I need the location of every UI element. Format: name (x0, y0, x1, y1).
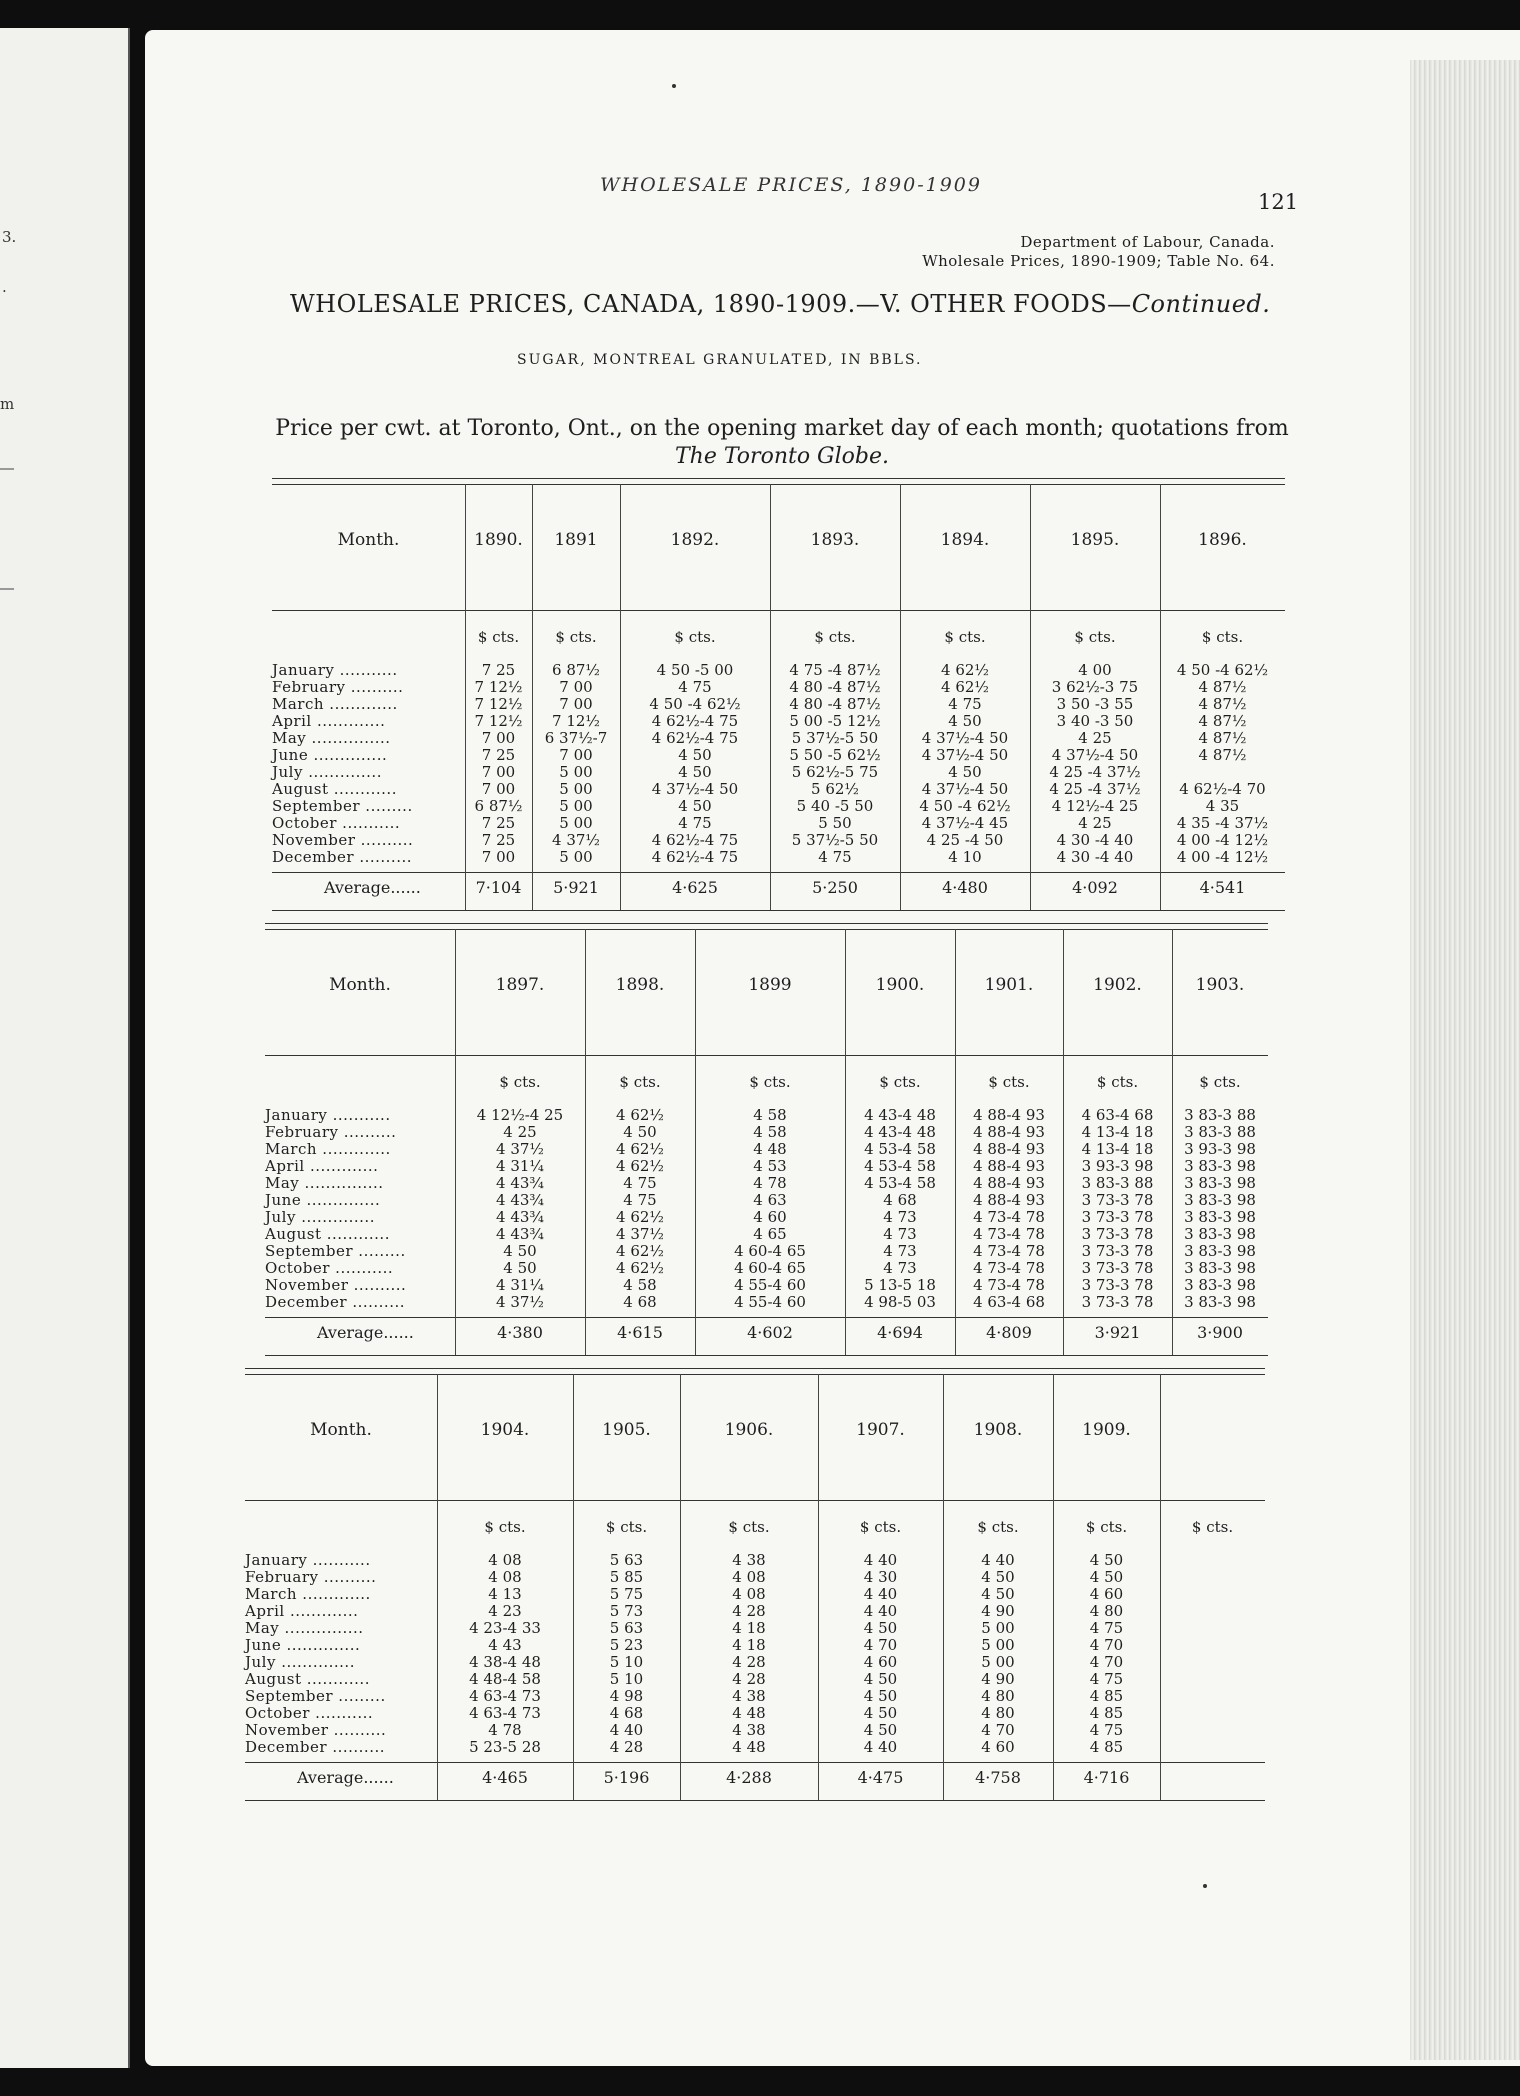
unit-label: $ cts. (1074, 628, 1116, 646)
price-column: 4 43-4 48 4 43-4 48 4 53-4 58 4 53-4 58 4 53-4 58 4 68 4 73 4 73 4 73 4 73 5 13-5 18 4 98-5 03 (864, 1106, 936, 1311)
unit-label: $ cts. (484, 1518, 526, 1536)
unit-label: $ cts. (749, 1073, 791, 1091)
average-value: 4·602 (747, 1323, 793, 1342)
unit-label: $ cts. (1201, 628, 1244, 646)
average-value: 4·809 (986, 1323, 1032, 1342)
running-head: WHOLESALE PRICES, 1890-1909 (600, 174, 982, 196)
unit-label: $ cts. (477, 628, 520, 646)
unit-label: $ cts. (555, 628, 597, 646)
average-value: 5·250 (812, 878, 858, 897)
average-value: 3·921 (1094, 1323, 1141, 1342)
price-column: 4 58 4 58 4 48 4 53 4 78 4 63 4 60 4 65 4 60-4 65 4 60-4 65 4 55-4 60 4 55-4 60 (734, 1106, 806, 1311)
price-column (1160, 1552, 1265, 1739)
unit-label: $ cts. (674, 628, 716, 646)
table-average-rule (272, 872, 1285, 873)
price-column: 4 08 4 08 4 13 4 23 4 23-4 33 4 43 4 38-4 48 4 48-4 58 4 63-4 73 4 63-4 73 4 78 5 23-5 28 (469, 1551, 541, 1756)
table-bottom-rule (245, 1800, 1265, 1801)
unit-label: $ cts. (977, 1518, 1019, 1536)
average-value: 4·092 (1072, 878, 1118, 897)
table-top-rule-double (245, 1374, 1265, 1375)
document-page (145, 30, 1520, 2066)
department-line-2: Wholesale Prices, 1890-1909; Table No. 64. (922, 252, 1275, 270)
table-header-rule (245, 1500, 1265, 1501)
year-header: 1899 (748, 975, 792, 995)
year-header: 1896. (1198, 530, 1247, 550)
month-header: Month. (329, 975, 391, 995)
average-value: 4·541 (1199, 878, 1246, 897)
unit-label: $ cts. (944, 628, 986, 646)
average-value: 4·475 (857, 1768, 904, 1787)
left-fragment: . (2, 278, 7, 296)
title-continued: Continued. (1131, 290, 1271, 318)
average-value: 4·615 (617, 1323, 663, 1342)
unit-label: $ cts. (605, 1518, 648, 1536)
price-column: 4 38 4 08 4 08 4 28 4 18 4 18 4 28 4 28 4 38 4 48 4 38 4 48 (732, 1551, 766, 1756)
table-bottom-rule (265, 1355, 1268, 1356)
year-header: 1903. (1195, 975, 1245, 995)
average-value: 4·480 (942, 878, 988, 897)
speck (1203, 1884, 1207, 1888)
subtitle: SUGAR, MONTREAL GRANULATED, IN BBLS. (517, 352, 923, 368)
page-title (290, 290, 1270, 318)
description-line-1: Price per cwt. at Toronto, Ont., on the opening market day of each month; quotations from (275, 416, 1289, 441)
unit-label: $ cts. (1199, 1073, 1241, 1091)
table-average-rule (245, 1762, 1265, 1763)
year-header: 1894. (940, 530, 990, 550)
average-value: 4·465 (482, 1768, 528, 1787)
average-value: 4·380 (497, 1323, 543, 1342)
average-value: 3·900 (1197, 1323, 1243, 1342)
price-column: 4 00 3 62½-3 75 3 50 -3 55 3 40 -3 50 4 25 4 37½-4 50 4 25 -4 37½ 4 25 -4 37½ 4 12½-4 25 4 25 4 30 -4 40 4 30 -4 40 (1049, 661, 1141, 866)
year-header: 1901. (984, 975, 1034, 995)
table-top-rule (272, 478, 1285, 479)
table-bottom-rule (272, 910, 1285, 911)
price-column: 3 83-3 88 3 83-3 88 3 93-3 98 3 83-3 98 3 83-3 98 3 83-3 98 3 83-3 98 3 83-3 98 3 83-3 98 3 83-3 98 3 83-3 98 3 83-3 98 (1184, 1106, 1256, 1311)
year-header: 1890. (474, 530, 523, 550)
page-number: 121 (1258, 190, 1299, 214)
year-header: 1909. (1082, 1420, 1131, 1440)
price-column: 4 50 4 50 4 60 4 80 4 75 4 70 4 70 4 75 4 85 4 85 4 75 4 85 (1089, 1551, 1124, 1756)
price-column: 4 12½-4 25 4 25 4 37½ 4 31¼ 4 43¾ 4 43¾ 4 43¾ 4 43¾ 4 50 4 50 4 31¼ 4 37½ (476, 1106, 564, 1311)
unit-label: $ cts. (499, 1073, 541, 1091)
year-header: 1906. (724, 1420, 774, 1440)
unit-label: $ cts. (859, 1518, 902, 1536)
year-header: 1897. (495, 975, 545, 995)
average-value: 7·104 (475, 878, 522, 897)
month-list: January ........... February .......... March ............. April ............. May ............... June .............. July .............. August ............ September ......... October ........... November .......... December .......... (272, 661, 414, 866)
title-main: WHOLESALE PRICES, CANADA, 1890-1909.—V. OTHER FOODS— (290, 290, 1132, 318)
price-column: 4 88-4 93 4 88-4 93 4 88-4 93 4 88-4 93 4 88-4 93 4 88-4 93 4 73-4 78 4 73-4 78 4 73-4 78 4 73-4 78 4 73-4 78 4 63-4 68 (973, 1106, 1045, 1311)
price-column: 4 75 -4 87½ 4 80 -4 87½ 4 80 -4 87½ 5 00 -5 12½ 5 37½-5 50 5 50 -5 62½ 5 62½-5 75 5 62½ 5 40 -5 50 5 50 5 37½-5 50 4 75 (789, 661, 881, 866)
table-average-rule (265, 1317, 1268, 1318)
unit-label: $ cts. (619, 1073, 661, 1091)
year-header: 1892. (670, 530, 720, 550)
price-column: 4 62½ 4 62½ 4 75 4 50 4 37½-4 50 4 37½-4 50 4 50 4 37½-4 50 4 50 -4 62½ 4 37½-4 45 4 25 -4 50 4 10 (919, 661, 1011, 866)
year-header: 1905. (602, 1420, 651, 1440)
year-header: 1891 (554, 530, 598, 550)
average-label: Average...... (324, 878, 421, 897)
average-value: 5·921 (553, 878, 599, 897)
table-header-rule (265, 1055, 1268, 1056)
year-header: 1908. (973, 1420, 1023, 1440)
price-column: 6 87½ 7 00 7 00 7 12½ 6 37½-7 7 00 5 00 5 00 5 00 5 00 4 37½ 5 00 (544, 661, 608, 866)
price-column: 4 40 4 30 4 40 4 40 4 50 4 70 4 60 4 50 4 50 4 50 4 50 4 40 (863, 1551, 898, 1756)
average-label: Average...... (317, 1323, 414, 1342)
left-tick (0, 468, 14, 470)
average-value: 4·625 (672, 878, 718, 897)
average-value: 4·694 (877, 1323, 923, 1342)
department-line-1: Department of Labour, Canada. (1020, 233, 1275, 251)
unit-label: $ cts. (728, 1518, 770, 1536)
unit-label: $ cts. (1085, 1518, 1128, 1536)
price-column: 4 50 -4 62½ 4 87½ 4 87½ 4 87½ 4 87½ 4 87½ 4 62½-4 70 4 35 4 35 -4 37½ 4 00 -4 12½ 4 00 -4 12½ (1176, 661, 1269, 866)
average-label: Average...... (297, 1768, 394, 1787)
left-fragment: 3. (2, 228, 17, 246)
price-column: 4 40 4 50 4 50 4 90 5 00 5 00 5 00 4 90 4 80 4 80 4 70 4 60 (981, 1551, 1015, 1756)
left-tick (0, 588, 14, 590)
left-fragment: m (0, 395, 15, 413)
department-line (922, 233, 1275, 271)
page-stack-edge (1410, 60, 1520, 2060)
price-column: 4 50 -5 00 4 75 4 50 -4 62½ 4 62½-4 75 4 62½-4 75 4 50 4 50 4 37½-4 50 4 50 4 75 4 62½-4 75 4 62½-4 75 (649, 661, 741, 866)
year-header: 1895. (1070, 530, 1120, 550)
description-line-2: The Toronto Globe. (674, 444, 890, 469)
month-header: Month. (337, 530, 400, 550)
average-value: 4·716 (1083, 1768, 1130, 1787)
unit-label: $ cts. (1191, 1518, 1234, 1536)
price-column: 7 25 7 12½ 7 12½ 7 12½ 7 00 7 25 7 00 7 00 6 87½ 7 25 7 25 7 00 (474, 661, 523, 866)
left-page-edge (0, 28, 130, 2068)
unit-label: $ cts. (988, 1073, 1030, 1091)
year-header: 1902. (1093, 975, 1142, 995)
table-header-rule (272, 610, 1285, 611)
table-top-rule-double (265, 929, 1268, 930)
table-top-rule-double (272, 484, 1285, 485)
year-header: 1900. (875, 975, 925, 995)
table-top-rule (245, 1368, 1265, 1369)
unit-label: $ cts. (879, 1073, 921, 1091)
unit-label: $ cts. (814, 628, 856, 646)
month-list: January ........... February .......... March ............. April ............. May ............... June .............. July .............. August ............ September ......... October ........... November .......... December .......... (265, 1106, 407, 1311)
year-header: 1898. (615, 975, 665, 995)
price-column: 4 63-4 68 4 13-4 18 4 13-4 18 3 93-3 98 3 83-3 88 3 73-3 78 3 73-3 78 3 73-3 78 3 73-3 78 3 73-3 78 3 73-3 78 3 73-3 78 (1081, 1106, 1154, 1311)
month-list: January ........... February .......... March ............. April ............. May ............... June .............. July .............. August ............ September ......... October ........... November .......... December .......... (245, 1551, 387, 1756)
month-header: Month. (310, 1420, 372, 1440)
price-column: 4 62½ 4 50 4 62½ 4 62½ 4 75 4 75 4 62½ 4 37½ 4 62½ 4 62½ 4 58 4 68 (616, 1106, 664, 1311)
average-value: 4·758 (975, 1768, 1021, 1787)
speck (672, 84, 676, 88)
year-header: 1904. (480, 1420, 530, 1440)
year-header: 1893. (810, 530, 860, 550)
year-header: 1907. (856, 1420, 905, 1440)
average-value: 5·196 (603, 1768, 650, 1787)
average-value: 4·288 (726, 1768, 772, 1787)
table-top-rule (265, 923, 1268, 924)
price-column: 5 63 5 85 5 75 5 73 5 63 5 23 5 10 5 10 4 98 4 68 4 40 4 28 (609, 1551, 644, 1756)
description (272, 415, 1292, 471)
unit-label: $ cts. (1096, 1073, 1139, 1091)
